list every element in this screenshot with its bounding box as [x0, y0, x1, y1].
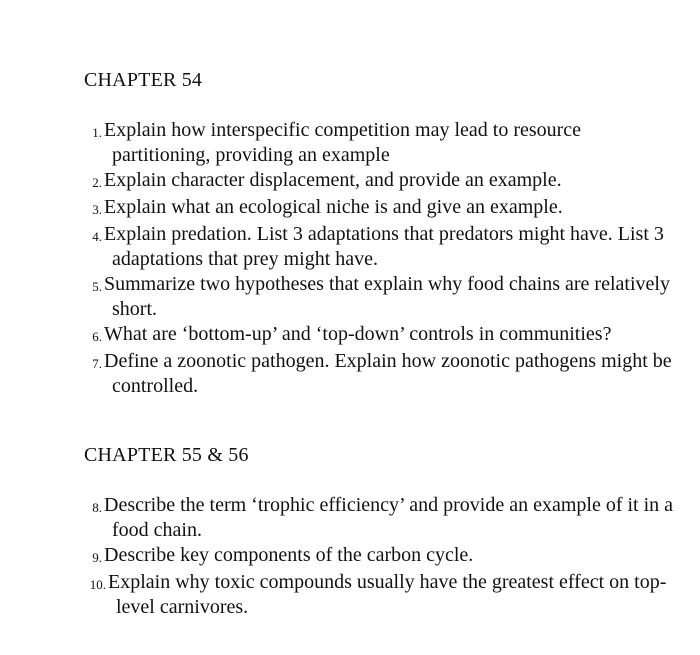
chapter-54-heading: CHAPTER 54	[84, 69, 203, 91]
chapter-54-question-list	[84, 118, 684, 399]
question-item	[84, 493, 684, 543]
question-number: 8.	[92, 500, 102, 515]
question-item	[84, 168, 684, 195]
question-text: Define a zoonotic pathogen. Explain how zoonotic pathogens might be controlled.	[104, 350, 672, 397]
question-item	[84, 570, 684, 620]
question-item	[84, 195, 684, 222]
question-text: Summarize two hypotheses that explain why food chains are relatively short.	[104, 273, 670, 320]
question-text: Describe key components of the carbon cycle.	[104, 544, 474, 566]
question-number: 2.	[92, 175, 102, 190]
question-number: 10.	[89, 577, 106, 592]
question-number: 9.	[92, 550, 102, 565]
question-text: Explain why toxic compounds usually have the greatest effect on top-level carnivores.	[108, 571, 667, 618]
question-item	[84, 118, 684, 168]
chapter-55-56-question-list	[84, 493, 684, 620]
question-number: 7.	[92, 356, 102, 371]
question-text: Explain character displacement, and provide an example.	[104, 169, 562, 191]
question-number: 3.	[92, 202, 102, 217]
question-number: 6.	[92, 329, 102, 344]
chapter-55-56-heading: CHAPTER 55 & 56	[84, 444, 249, 466]
question-number: 5.	[92, 279, 102, 294]
question-number: 1.	[92, 125, 102, 140]
question-item	[84, 322, 684, 349]
question-text: Explain predation. List 3 adaptations that predators might have. List 3 adaptations that prey might have.	[104, 223, 664, 270]
question-item	[84, 222, 684, 272]
question-number: 4.	[92, 229, 102, 244]
question-item	[84, 272, 684, 322]
question-text: What are ‘bottom-up’ and ‘top-down’ controls in communities?	[104, 323, 612, 345]
question-item	[84, 543, 684, 570]
question-item	[84, 349, 684, 399]
question-text: Explain how interspecific competition may lead to resource partitioning, providing an example	[104, 119, 582, 166]
question-text: Explain what an ecological niche is and give an example.	[104, 196, 563, 218]
question-text: Describe the term ‘trophic efficiency’ and provide an example of it in a food chain.	[104, 494, 674, 541]
